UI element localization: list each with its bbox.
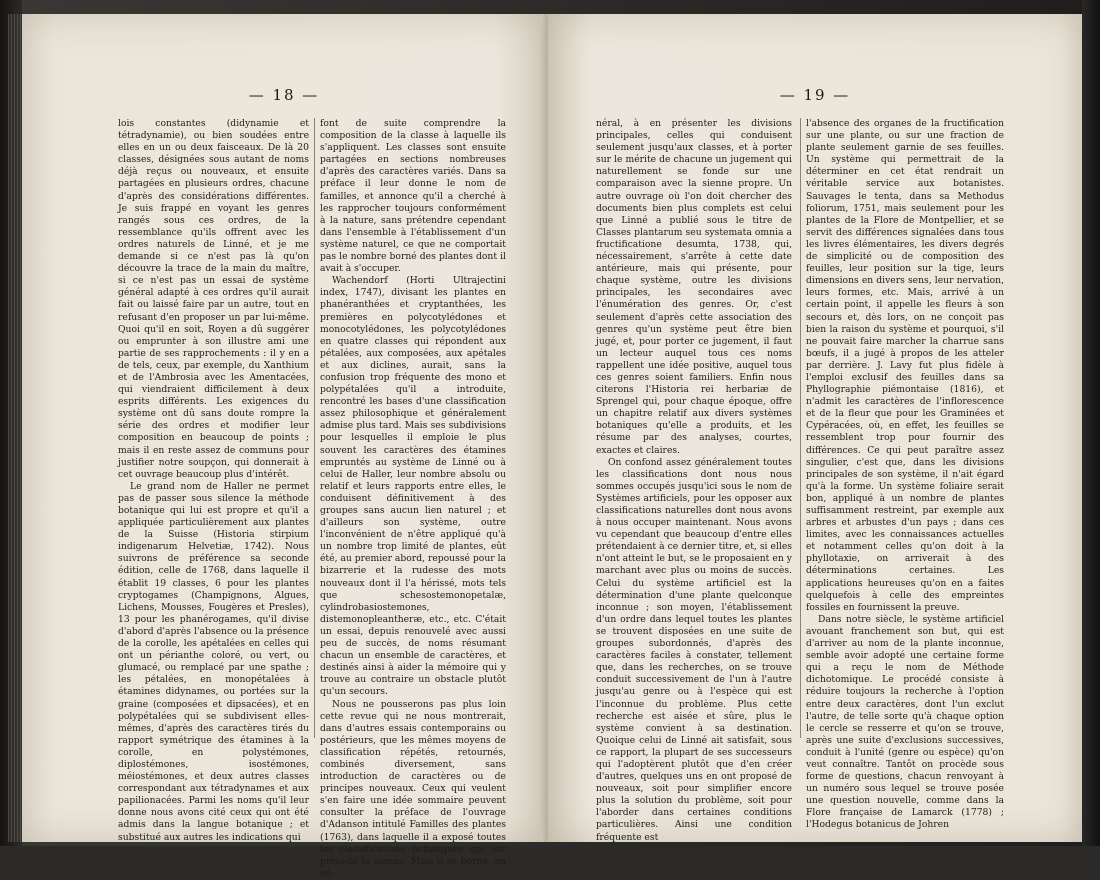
column-divider [314, 118, 315, 738]
paragraph: l'absence des organes de la fructification sur une plante, ou sur une fraction de plante seulement garnie de ses feuilles. Un système qui permettrait de la déterminer en cet état rendrait un véritable service aux botanistes. Sauvages le tenta, dans sa Methodus foliorum, 1751, mais seulement pour les plantes de la Flore de Montpellier, et se servit des différences signalées dans tous les livres élémentaires, les divers degrés de simplicité ou de composition des feuilles, leur position sur la tige, leurs dimensions en divers sens, leur nervation, leurs formes, etc. Mais, arrivé à un certain point, il appelle les fleurs à son secours et, dès lors, on ne conçoit pas bien la raison du système et pourquoi, s'il ne pouvait faire marcher la charrue sans bœufs, il a jugé à propos de les atteler par derrière. J. Lavy fut plus fidèle à l'emploi exclusif des feuilles dans sa Phyllographie piémontaise (1816), et n'admit les caractères de l'inflorescence et de la fleur que pour les Graminées et Cypéracées, où, en effet, les feuilles se ressemblent trop pour fournir des différences. Ce qui peut paraître assez singulier, c'est que, dans les divisions principales de son système, il n'ait égard qu'à la forme. Un système foliaire serait bon, appliqué à un nombre de plantes suffisamment restreint, par exemple aux arbres et arbustes d'un pays ; dans ces limites, avec les connaissances actuelles et notamment celles qu'on doit à la phyllotaxie, on arriverait à des déterminations certaines. Les applications heureuses qu'on en a faites quelquefois à celle des empreintes fossiles en fournissent la preuve. [806, 118, 1004, 613]
left-column-1 [118, 118, 309, 844]
paragraph: Dans notre siècle, le système artificiel avouant franchement son but, qui est d'arriver au nom de la plante inconnue, semble avoir adopté une certaine forme qui a reçu le nom de Méthode dichotomique. Le procédé consiste à réduire toujours la recherche à l'option entre deux caractères, dont l'un exclut l'autre, de telle sorte qu'à chaque option le cercle se resserre et qu'on se trouve, après une suite d'exclusions successives, conduit à l'unité (genre ou espèce) qu'on veut connaître. Tantôt on procède sous forme de questions, chacun renvoyant à un numéro sous lequel se trouve posée une question nouvelle, comme dans la Flore française de Lamarck (1778) ; l'Hodegus botanicus de Johren [806, 613, 1004, 831]
paragraph: Le grand nom de Haller ne permet pas de passer sous silence la méthode botanique qui lui est propre et qu'il a appliquée particulièrement aux plantes de la Suisse (Historia stirpium indigenarum Helvetiæ, 1742). Nous suivrons de préférence sa seconde édition, celle de 1768, dans laquelle il établit 19 classes, 6 pour les plantes cryptogames (Champignons, Algues, Lichens, Mousses, Fougères et Presles), 13 pour les phanérogames, qu'il divise d'abord d'après l'absence ou la présence de la corolle, les apétalées en celles qui ont un périanthe coloré, ou vert, ou glumacé, ou remplacé par une spathe ; les pétalées, en monopétalées à étamines didynames, ou portées sur la graine (composées et dipsacées), et en polypétalées qui se subdivisent elles-mêmes, d'après des caractères tirés du rapport symétrique des étamines à la corolle, en polystémones, diplostémones, isostémones, méiostémones, et deux autres classes correspondant aux tétradynames et aux papilionacées. Parmi les noms qu'il leur donne nous avons cité ceux qui ont été admis dans la langue botanique ; et substitué aux autres les indications qui [118, 480, 309, 843]
paragraph: néral, à en présenter les divisions principales, celles qui conduisent seulement jusqu'aux classes, et à porter sur le mérite de chacune un jugement qui naturellement se fonde sur une comparaison avec la sienne propre. Un autre ouvrage où l'on doit chercher des documents bien plus complets est celui que Linné a publié sous le titre de Classes plantarum seu systemata omnia a fructificatione desumta, 1738, qui, nécessairement, s'arrête à cette date antérieure, mais qui présente, pour chaque système, outre les divisions principales, les secondaires avec l'énumération des genres. Or, c'est seulement d'après cette association des genres qu'un système peut être bien jugé, et, pour porter ce jugement, il faut un lecteur auquel tous ces noms rappellent une idée positive, auquel tous ces genres soient familiers. Enfin nous citerons l'Historia rei herbariæ de Sprengel qui, pour chaque époque, offre un chapitre relatif aux divers systèmes botaniques qu'elle a produits, et les résume par des analyses, courtes, exactes et claires. [596, 118, 792, 456]
left-page [22, 14, 547, 879]
page-number-right: — 19 — [779, 86, 851, 104]
page-stack-edge [8, 14, 22, 842]
paragraph: font de suite comprendre la composition de la classe à laquelle ils s'appliquent. Les classes sont ensuite partagées en sections nombreuses d'après des caractères variés. Dans sa préface il leur donne le nom de familles, et annonce qu'il a cherché à les rapprocher toujours conformément à la nature, sans prétendre cependant dans l'ensemble à l'établissement d'un système naturel, ce que ne comportait pas le nombre borné des plantes dont il avait à s'occuper. [320, 118, 506, 275]
paragraph: Wachendorf (Horti Ultrajectini index, 1747), divisant les plantes en phanéranthées et cryptanthées, les premières en polycotylédones et monocotylédones, les polycotylédones en quatre classes qui répondent aux pétalées, aux composées, aux apétales et aux diclines, aurait, sans la confusion trop fréquente des mono et polypétalées qu'il a introduite, rencontré les bases d'une classification assez philosophique et généralement admise plus tard. Mais ses subdivisions pour lesquelles il emploie le plus souvent les caractères des étamines empruntés au système de Linné ou à celui de Haller, leur nombre absolu ou relatif et leurs rapports entre elles, le conduisent définitivement à des groupes sans aucun lien naturel ; et d'ailleurs son système, outre l'inconvénient de n'être appliqué qu'à un nombre trop limité de plantes, eût été, au premier abord, repoussé pour la bizarrerie et la rudesse des mots nouveaux dont il l'a hérissé, mots tels que schesostemonopetalæ, cylindrobasiostemones, distemonopleantheræ, etc., etc. C'était un essai, depuis renouvelé avec aussi peu de succès, de noms résumant chacun un ensemble de caractères, et destinés ainsi à aider la mémoire qui y trouve au contraire un obstacle plutôt qu'un secours. [320, 275, 506, 698]
right-page [548, 14, 1082, 842]
paragraph: On confond assez généralement toutes les classifications dont nous nous sommes occupés jusqu'ici sous le nom de Systèmes artificiels, pour les opposer aux classifications naturelles dont nous avons à nous occuper maintenant. Nous avons vu cependant que beaucoup d'entre elles prétendaient à ce dernier titre, et, si elles n'ont atteint le but, se le proposaient en y marchant avec plus ou moins de succès. Celui du système artificiel est la détermination d'une plante quelconque inconnue ; son moyen, l'établissement d'un ordre dans lequel toutes les plantes se trouvent disposées en une suite de groupes subordonnés, d'après des caractères faciles à constater, tellement que, dans les recherches, on se trouve conduit successivement de l'un à l'autre jusqu'au genre ou à l'espèce qui est l'inconnue du problème. Plus cette recherche est aisée et sûre, plus le système convient à sa destination. Quoique celui de Linné ait satisfait, sous ce rapport, la plupart de ses successeurs qui l'adoptèrent plutôt que d'en créer d'autres, quelques uns en ont proposé de nouveaux, soit pour simplifier encore plus la solution du problème, soit pour l'aborder dans certaines conditions particulières. Ainsi une condition fréquente est [596, 456, 792, 843]
paragraph: Nous ne pousserons pas plus loin cette revue qui ne nous montrerait, dans d'autres essais contemporains ou postérieurs, que les mêmes moyens de classification répétés, retournés, combinés diversement, sans introduction de caractères ou de principes nouveaux. Ceux qui veulent s'en faire une idée sommaire peuvent consulter la préface de l'ouvrage d'Adanson intitulé Familles des plantes (1763), dans laquelle il a exposé toutes les classifications botaniques qui ont précédé la sienne. Mais il se borne, en gé- [320, 698, 506, 879]
page-number-left: — 18 — [248, 86, 320, 104]
binding-edge-right [1082, 0, 1100, 846]
left-column-2 [320, 118, 506, 880]
right-column-2 [806, 118, 1004, 832]
paragraph: lois constantes (didynamie et tétradynamie), ou bien soudées entre elles en un ou deux faisceaux. De là 20 classes, désignées sous autant de noms déjà reçus ou nouveaux, et ensuite partagées en plusieurs ordres, chacune d'après des considérations différentes. Je suis frappé en voyant les genres rangés sous ces ordres, de la ressemblance qu'ils offrent avec les ordres naturels de Linné, et je me demande si ce n'est pas là qu'on découvre la trace de la main du maître, si ce n'est pas un essai de système général adapté à ces ordres qu'il aurait fait ou laissé faire par un autre, tout en refusant d'en proposer un par lui-même. Quoi qu'il en soit, Royen a dû suggérer ou emprunter à son illustre ami une partie de ses rapprochements : il y en a de tels, ceux, par exemple, du Xanthium et de l'Ambrosia avec les Amentacées, qui viendraient difficilement à deux esprits différents. Les exigences du système ont dû sans doute rompre la série des ordres et modifier leur composition en beaucoup de points ; mais il en reste assez de communs pour justifier notre soupçon, qui donnerait à cet ouvrage beaucoup plus d'intérêt. [118, 118, 309, 480]
right-column-1 [596, 118, 792, 844]
column-divider [800, 118, 801, 738]
